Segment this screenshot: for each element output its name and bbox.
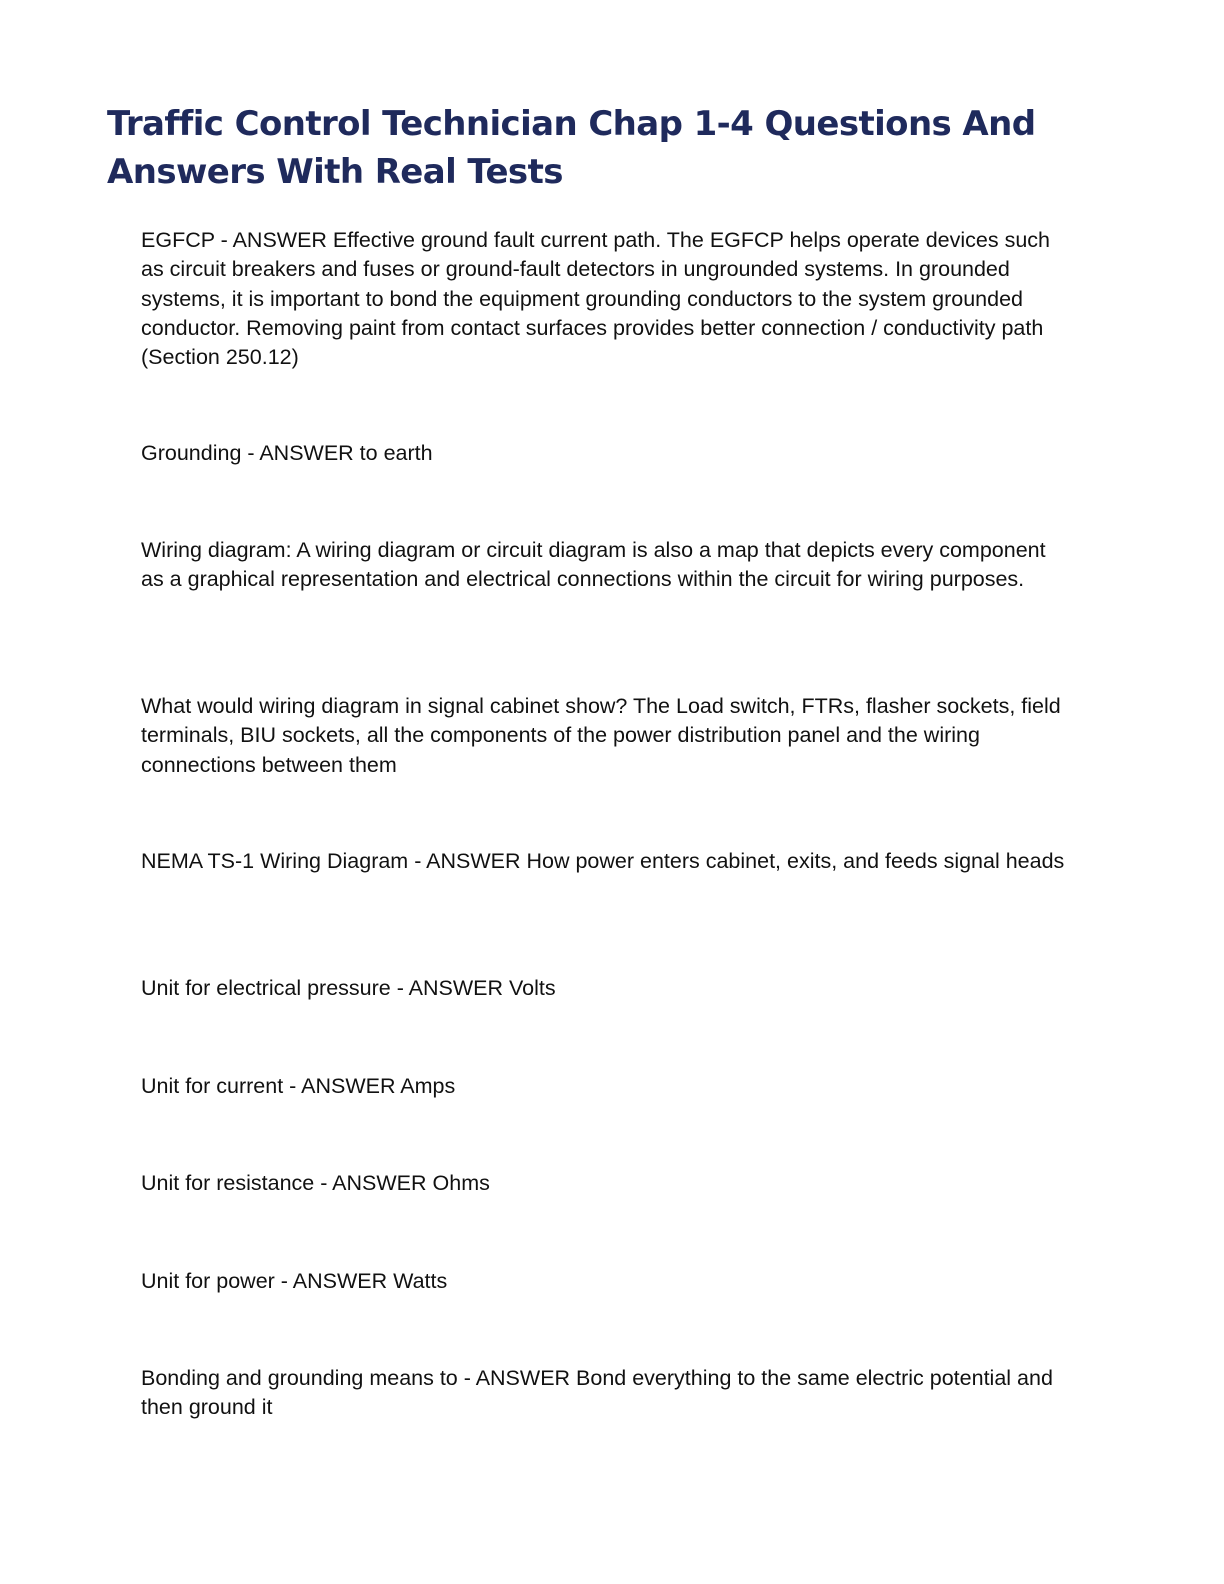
qa-entry-unit-resistance: Unit for resistance - ANSWER Ohms <box>141 1171 490 1195</box>
qa-entry-signal-cabinet-diagram: What would wiring diagram in signal cabinet show? The Load switch, FTRs, flasher sockets, field terminals, BIU sockets, all the components of the power distribution panel and the wiring connections between them <box>141 694 1061 777</box>
qa-entry-unit-power: Unit for power - ANSWER Watts <box>141 1269 448 1293</box>
qa-entry-unit-current: Unit for current - ANSWER Amps <box>141 1074 456 1098</box>
qa-entry-grounding: Grounding - ANSWER to earth <box>141 441 433 465</box>
qa-entry-wiring-diagram: Wiring diagram: A wiring diagram or circuit diagram is also a map that depicts every component as a graphical representation and electrical connections within the circuit for wiring purposes. <box>141 538 1046 592</box>
qa-entry-unit-electrical-pressure: Unit for electrical pressure - ANSWER Volts <box>141 976 556 1000</box>
document-title: Traffic Control Technician Chap 1-4 Questions And Answers With Real Tests <box>107 104 1036 192</box>
qa-entry-bonding-grounding: Bonding and grounding means to - ANSWER Bond everything to the same electric potential and then ground it <box>141 1366 1053 1420</box>
qa-entry-egfcp: EGFCP - ANSWER Effective ground fault current path. The EGFCP helps operate devices such as circuit breakers and fuses or ground-fault detectors in ungrounded systems. In grounded systems, it is important to bond the equipment grounding conductors to the system grounded conductor. Removing paint from contact surfaces provides better connection / conductivity path (Section 250.12) <box>141 228 1051 370</box>
qa-entry-nema-ts1: NEMA TS-1 Wiring Diagram - ANSWER How power enters cabinet, exits, and feeds signal heads <box>141 849 1065 873</box>
